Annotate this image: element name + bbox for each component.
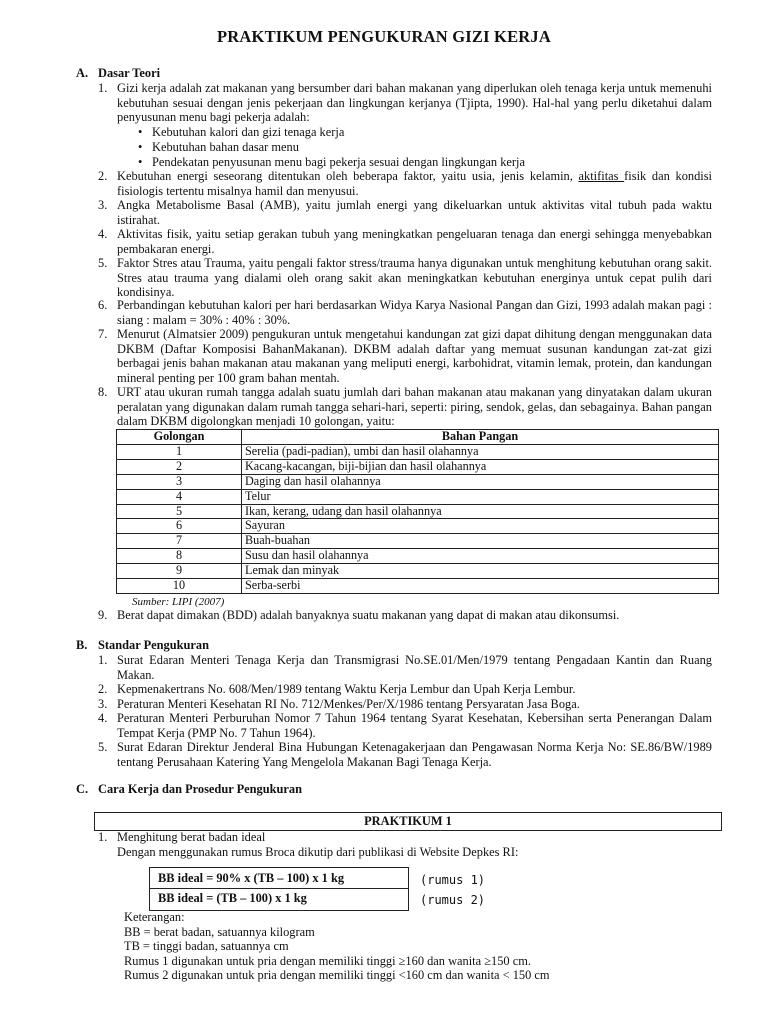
table-row: 5 Ikan, kerang, udang dan hasil olahannya bbox=[117, 504, 719, 519]
list-item: 6. Perbandingan kebutuhan kalori per hari berdasarkan Widya Karya Nasional Pangan dan Gizi, 1993 adalah makan pagi : siang : malam = 30% : 40% : 30%. bbox=[98, 298, 712, 327]
formula-2-note: (rumus 2) bbox=[420, 893, 486, 907]
food-group-table bbox=[116, 429, 719, 594]
rumus-2-usage: Rumus 2 digunakan untuk pria dengan memiliki tinggi <160 cm dan wanita < 150 cm bbox=[124, 968, 550, 982]
list-item-text: Kebutuhan energi seseorang ditentukan oleh beberapa faktor, yaitu usia, jenis kelamin, aktifitas fisik dan kondisi fisiologis tertentu misalnya hamil dan menyusui. bbox=[117, 169, 712, 198]
section-c-heading bbox=[76, 782, 302, 797]
page-title: PRAKTIKUM PENGUKURAN GIZI KERJA bbox=[217, 27, 551, 46]
definition-bb: BB = berat badan, satuannya kilogram bbox=[124, 925, 315, 939]
formula-divider bbox=[150, 888, 408, 889]
definition-tb: TB = tinggi badan, satuannya cm bbox=[124, 939, 289, 953]
list-item: 3. Peraturan Menteri Kesehatan RI No. 712/Menkes/Per/X/1986 tentang Persyaratan Jasa Boga. bbox=[98, 697, 712, 712]
list-item: 8. URT atau ukuran rumah tangga adalah suatu jumlah dari bahan makanan atau makanan yang dinyatakan dalam ukuran peralatan yang digunakan dalam rumah tangga sehari-hari, seperti: piring, sendok, gelas, dan sebagainya. Bahan pangan dalam DKBM digolongkan menjadi 10 golongan, yaitu: bbox=[98, 385, 712, 429]
bullet-icon: • bbox=[138, 125, 143, 139]
list-item: 1. Menghitung berat badan ideal bbox=[98, 830, 712, 845]
formula-1-note: (rumus 1) bbox=[420, 873, 486, 887]
bullet-item: • Kebutuhan kalori dan gizi tenaga kerja bbox=[138, 125, 345, 139]
list-item: 2. Kepmenakertrans No. 608/Men/1989 tentang Waktu Kerja Lembur dan Upah Kerja Lembur. bbox=[98, 682, 712, 697]
list-item: 4. Aktivitas fisik, yaitu setiap gerakan tubuh yang meningkatkan pengeluaran tenaga dan energi sehingga menyebabkan pembakaran energi. bbox=[98, 227, 712, 256]
section-a-title: Dasar Teori bbox=[98, 66, 161, 80]
list-item: 1. Surat Edaran Menteri Tenaga Kerja dan Transmigrasi No.SE.01/Men/1979 tentang Pengadaan Kantin dan Ruang Makan. bbox=[98, 653, 712, 682]
rumus-1-usage: Rumus 1 digunakan untuk pria dengan memiliki tinggi ≥160 dan wanita ≥150 cm. bbox=[124, 954, 531, 968]
bullet-icon: • bbox=[138, 140, 143, 154]
praktikum-box: PRAKTIKUM 1 bbox=[94, 812, 722, 831]
list-item: 3. Angka Metabolisme Basal (AMB), yaitu jumlah energi yang dikeluarkan untuk aktivitas vital tubuh pada waktu istirahat. bbox=[98, 198, 712, 227]
list-item-text: Peraturan Menteri Kesehatan RI No. 712/Menkes/Per/X/1986 tentang Persyaratan Jasa Boga. bbox=[117, 697, 580, 711]
list-item: 7. Menurut (Almatsier 2009) pengukuran untuk mengetahui kandungan zat gizi dapat dihitung dengan menggunakan data DKBM (Daftar Komposisi BahanMakanan). DKBM adalah daftar yang memuat susunan kandungan zat-zat gizi berbagai jenis bahan makanan atau makanan yang meliputi energi, karbohidrat, vitamin lemak, protein, dan kandungan mineral penting per 100 gram bahan mentah. bbox=[98, 327, 712, 385]
keterangan-label: Keterangan: bbox=[124, 910, 185, 924]
list-item: 4. Peraturan Menteri Perburuhan Nomor 7 Tahun 1964 tentang Syarat Kesehatan, Kebersihan serta Penerangan Dalam Tempat Kerja (PMP No. 7 Tahun 1964). bbox=[98, 711, 712, 740]
list-item-text: Aktivitas fisik, yaitu setiap gerakan tubuh yang meningkatkan pengeluaran tenaga dan energi sehingga menyebabkan pembakaran energi. bbox=[117, 227, 712, 256]
table-row: 1 Serelia (padi-padian), umbi dan hasil olahannya bbox=[117, 444, 719, 459]
list-item-text: Perbandingan kebutuhan kalori per hari berdasarkan Widya Karya Nasional Pangan dan Gizi, 1993 adalah makan pagi : siang : malam = 30% : 40% : 30%. bbox=[117, 298, 712, 327]
column-header-golongan: Golongan bbox=[117, 430, 242, 445]
list-item-text: Gizi kerja adalah zat makanan yang bersumber dari bahan makanan yang diperlukan oleh tenaga kerja untuk memenuhi kebutuhan sesuai dengan jenis pekerjaan dan lingkungan kerjanya (Tjipta, 1990). Hal-hal yang perlu diketahui dalam penyusunan menu bagi pekerja adalah: bbox=[117, 81, 712, 125]
list-item-text: Menghitung berat badan ideal bbox=[117, 830, 266, 844]
list-item: 1. Gizi kerja adalah zat makanan yang bersumber dari bahan makanan yang diperlukan oleh tenaga kerja untuk memenuhi kebutuhan sesuai dengan jenis pekerjaan dan lingkungan kerjanya (Tjipta, 1990). Hal-hal yang perlu diketahui dalam penyusunan menu bagi pekerja adalah: bbox=[98, 81, 712, 125]
list-item-text: Berat dapat dimakan (BDD) adalah banyaknya suatu makanan yang dapat di makan atau dikonsumsi. bbox=[117, 608, 620, 622]
table-row: 4 Telur bbox=[117, 489, 719, 504]
list-item-text: Kepmenakertrans No. 608/Men/1989 tentang Waktu Kerja Lembur dan Upah Kerja Lembur. bbox=[117, 682, 576, 696]
formula-2: BB ideal = (TB – 100) x 1 kg bbox=[158, 891, 307, 905]
section-b-letter: B. bbox=[76, 638, 88, 652]
table-row: 3 Daging dan hasil olahannya bbox=[117, 474, 719, 489]
section-c-letter: C. bbox=[76, 782, 89, 796]
table-row: 6 Sayuran bbox=[117, 519, 719, 534]
list-item: 5. Surat Edaran Direktur Jenderal Bina Hubungan Ketenagakerjaan dan Pengawasan Norma Kerja No: SE.86/BW/1989 tentang Perusahaan Katering Yang Mengelola Makanan Bagi Tenaga Kerja. bbox=[98, 740, 712, 769]
section-b-title: Standar Pengukuran bbox=[98, 638, 209, 652]
section-b-heading bbox=[76, 638, 209, 653]
list-item: 9. Berat dapat dimakan (BDD) adalah banyaknya suatu makanan yang dapat di makan atau dikonsumsi. bbox=[98, 608, 712, 623]
list-item-text: Surat Edaran Menteri Tenaga Kerja dan Transmigrasi No.SE.01/Men/1979 tentang Pengadaan Kantin dan Ruang Makan. bbox=[117, 653, 712, 682]
table-row: 7 Buah-buahan bbox=[117, 534, 719, 549]
formula-1: BB ideal = 90% x (TB – 100) x 1 kg bbox=[158, 871, 345, 885]
list-item: 5. Faktor Stres atau Trauma, yaitu pengali faktor stress/trauma hanya digunakan untuk menghitung kebutuhan orang sakit. Stres atau trauma yang dialami oleh orang sakit akan meningkatkan kebutuhan energinya untuk cepat pulih dari kondisinya. bbox=[98, 256, 712, 300]
section-a-heading bbox=[76, 66, 160, 81]
table-source: Sumber: LIPI (2007) bbox=[132, 596, 225, 608]
table-row: 8 Susu dan hasil olahannya bbox=[117, 549, 719, 564]
table-header-row bbox=[117, 430, 719, 445]
bullet-item: • Pendekatan penyusunan menu bagi pekerja sesuai dengan lingkungan kerja bbox=[138, 155, 525, 169]
list-item-text: Menurut (Almatsier 2009) pengukuran untuk mengetahui kandungan zat gizi dapat dihitung dengan menggunakan data DKBM (Daftar Komposisi BahanMakanan). DKBM adalah daftar yang memuat susunan kandungan zat-zat gizi berbagai jenis bahan makanan atau makanan yang meliputi energi, karbohidrat, vitamin lemak, protein, dan kandungan mineral penting per 100 gram bahan mentah. bbox=[117, 327, 712, 385]
list-item-text: Angka Metabolisme Basal (AMB), yaitu jumlah energi yang dikeluarkan untuk aktivitas vital tubuh pada waktu istirahat. bbox=[117, 198, 712, 227]
column-header-bahan-pangan: Bahan Pangan bbox=[242, 430, 719, 445]
table-row: 9 Lemak dan minyak bbox=[117, 564, 719, 579]
list-item: 2. Kebutuhan energi seseorang ditentukan oleh beberapa faktor, yaitu usia, jenis kelamin, aktifitas fisik dan kondisi fisiologis tertentu misalnya hamil dan menyusui. bbox=[98, 169, 712, 198]
list-item-text: Surat Edaran Direktur Jenderal Bina Hubungan Ketenagakerjaan dan Pengawasan Norma Kerja No: SE.86/BW/1989 tentang Perusahaan Katering Yang Mengelola Makanan Bagi Tenaga Kerja. bbox=[117, 740, 712, 769]
formula-intro: Dengan menggunakan rumus Broca dikutip dari publikasi di Website Depkes RI: bbox=[117, 845, 519, 859]
section-a-letter: A. bbox=[76, 66, 89, 80]
table-row: 2 Kacang-kacangan, biji-bijian dan hasil olahannya bbox=[117, 459, 719, 474]
list-item-text: Faktor Stres atau Trauma, yaitu pengali faktor stress/trauma hanya digunakan untuk menghitung kebutuhan orang sakit. Stres atau trauma yang dialami oleh orang sakit akan meningkatkan kebutuhan energinya untuk cepat pulih dari kondisinya. bbox=[117, 256, 712, 300]
formula-box bbox=[149, 867, 409, 911]
bullet-item: • Kebutuhan bahan dasar menu bbox=[138, 140, 299, 154]
underlined-word: aktifitas bbox=[578, 169, 625, 183]
bullet-icon: • bbox=[138, 155, 143, 169]
list-item-text: Peraturan Menteri Perburuhan Nomor 7 Tahun 1964 tentang Syarat Kesehatan, Kebersihan serta Penerangan Dalam Tempat Kerja (PMP No. 7 Tahun 1964). bbox=[117, 711, 712, 740]
list-item-text: URT atau ukuran rumah tangga adalah suatu jumlah dari bahan makanan atau makanan yang dinyatakan dalam ukuran peralatan yang digunakan dalam rumah tangga sehari-hari, seperti: piring, sendok, gelas, dan sebagainya. Bahan pangan dalam DKBM digolongkan menjadi 10 golongan, yaitu: bbox=[117, 385, 712, 429]
table-row: 10 Serba-serbi bbox=[117, 579, 719, 594]
section-c-title: Cara Kerja dan Prosedur Pengukuran bbox=[98, 782, 302, 796]
